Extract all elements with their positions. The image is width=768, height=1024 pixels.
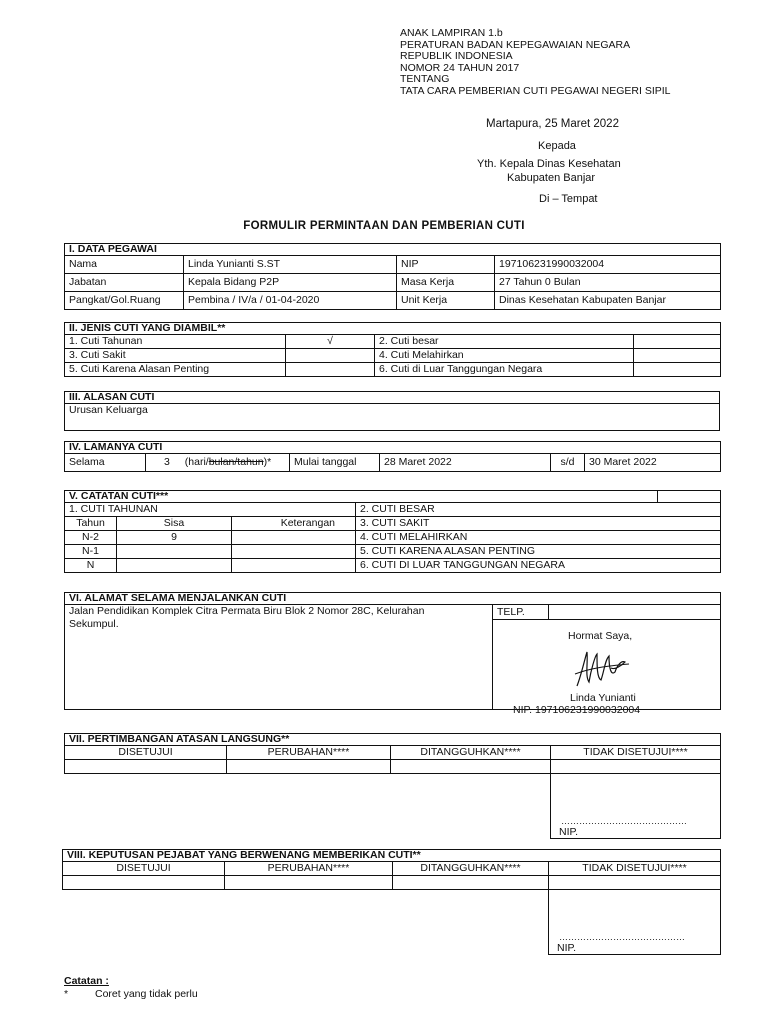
leave-note-item: 3. CUTI SAKIT [356, 517, 721, 531]
recipient-line-2: Kabupaten Banjar [507, 172, 596, 184]
col-sisa: Sisa [117, 517, 232, 531]
leave-address: Jalan Pendidikan Komplek Citra Permata Biru Blok 2 Nomor 28C, Kelurahan Sekumpul. [65, 605, 493, 710]
col-tidak-disetujui: TIDAK DISETUJUI**** [549, 862, 721, 876]
leave-type-check [634, 335, 721, 349]
addressee-label: Kepada [538, 140, 576, 152]
label-mulai-tanggal: Mulai tanggal [290, 454, 380, 472]
section-pertimbangan-atasan [64, 733, 721, 839]
leave-type-item: 2. Cuti besar [375, 335, 634, 349]
header-line: NOMOR 24 TAHUN 2017 [400, 61, 520, 74]
leave-type-item: 6. Cuti di Luar Tanggungan Negara [375, 363, 634, 377]
leave-note-item: 5. CUTI KARENA ALASAN PENTING [356, 545, 721, 559]
col-tahun: Tahun [65, 517, 117, 531]
end-date: 30 Maret 2022 [585, 454, 721, 472]
row-keterangan [232, 545, 356, 559]
col-perubahan: PERUBAHAN**** [227, 746, 391, 760]
leave-note-item: 4. CUTI MELAHIRKAN [356, 531, 721, 545]
supervisor-signature-box [551, 774, 721, 839]
recipient-line-1: Yth. Kepala Dinas Kesehatan [477, 158, 621, 170]
value-nama: Linda Yunianti S.ST [184, 256, 397, 274]
section-jenis-cuti [64, 322, 721, 377]
header-line: TENTANG [400, 73, 450, 85]
form-title: FORMULIR PERMINTAAN DAN PEMBERIAN CUTI [243, 220, 525, 232]
label-masa-kerja: Masa Kerja [397, 274, 495, 292]
section-heading: V. CATATAN CUTI*** [65, 491, 658, 503]
label-sd: s/d [551, 454, 585, 472]
leave-type-item: 3. Cuti Sakit [65, 349, 286, 363]
leave-type-item: 4. Cuti Melahirkan [375, 349, 634, 363]
start-date: 28 Maret 2022 [380, 454, 551, 472]
col-keterangan: Keterangan [232, 517, 356, 531]
row-keterangan [232, 559, 356, 573]
label-jabatan: Jabatan [65, 274, 184, 292]
notes-text: Coret yang tidak perlu [95, 988, 198, 1000]
leave-type-check [634, 349, 721, 363]
signature-dots: …………………………………… [561, 816, 687, 826]
col-ditangguhkan: DITANGGUHKAN**** [391, 746, 551, 760]
section-heading: III. ALASAN CUTI [65, 392, 720, 404]
signature-dots: …………………………………… [559, 932, 685, 942]
leave-type-check [634, 363, 721, 377]
section-heading: IV. LAMANYA CUTI [65, 442, 721, 454]
leave-reason: Urusan Keluarga [65, 404, 720, 431]
signer-nip: NIP. 197106231990032004 [513, 704, 641, 716]
value-nip: 197106231990032004 [495, 256, 721, 274]
header-line: ANAK LAMPIRAN 1.b [400, 27, 503, 39]
notes-star: * [64, 988, 69, 1000]
signer-name: Linda Yunianti [570, 692, 636, 704]
signature-image [571, 646, 631, 690]
label-selama: Selama [65, 454, 146, 472]
col-ditangguhkan: DITANGGUHKAN**** [393, 862, 549, 876]
row-tahun: N-2 [65, 531, 117, 545]
label-nip: NIP [397, 256, 495, 274]
label-telp: TELP. [493, 605, 549, 620]
leave-type-check [286, 363, 375, 377]
row-sisa [117, 559, 232, 573]
section-heading: I. DATA PEGAWAI [65, 244, 721, 256]
label-unit-kerja: Unit Kerja [397, 292, 495, 310]
section-alamat-cuti [64, 592, 721, 716]
col-perubahan: PERUBAHAN**** [225, 862, 393, 876]
section-heading: VIII. KEPUTUSAN PEJABAT YANG BERWENANG MEMBERIKAN CUTI** [63, 850, 721, 862]
col-tidak-disetujui: TIDAK DISETUJUI**** [551, 746, 721, 760]
header-line: TATA CARA PEMBERIAN CUTI PEGAWAI NEGERI SIPIL [400, 84, 671, 97]
leave-type-item: 5. Cuti Karena Alasan Penting [65, 363, 286, 377]
section-catatan-cuti [64, 490, 721, 573]
signature-greeting: Hormat Saya, [568, 630, 633, 642]
section-data-pegawai [64, 243, 721, 310]
section-heading: VI. ALAMAT SELAMA MENJALANKAN CUTI [65, 593, 721, 605]
section-keputusan-pejabat [62, 849, 721, 955]
row-keterangan [232, 531, 356, 545]
recipient-location: Di – Tempat [539, 193, 598, 205]
section-alasan-cuti [64, 391, 720, 431]
notes-title: Catatan : [64, 975, 109, 987]
annual-leave-title: 1. CUTI TAHUNAN [65, 503, 356, 517]
value-masa-kerja: 27 Tahun 0 Bulan [495, 274, 721, 292]
leave-type-check: √ [286, 335, 375, 349]
leave-type-item: 1. Cuti Tahunan [65, 335, 286, 349]
section-heading: II. JENIS CUTI YANG DIAMBIL** [65, 323, 721, 335]
applicant-signature-box [493, 620, 721, 716]
row-tahun: N [65, 559, 117, 573]
duration-value: 3 (hari/bulan/tahun)* [146, 454, 290, 472]
value-jabatan: Kepala Bidang P2P [184, 274, 397, 292]
row-sisa [117, 545, 232, 559]
leave-note-item: 2. CUTI BESAR [356, 503, 721, 517]
leave-type-check [286, 349, 375, 363]
row-sisa: 9 [117, 531, 232, 545]
supervisor-nip: NIP. [559, 826, 579, 838]
place-date: Martapura, 25 Maret 2022 [486, 118, 619, 130]
official-nip: NIP. [557, 942, 577, 954]
telp-value [549, 605, 721, 620]
leave-note-item: 6. CUTI DI LUAR TANGGUNGAN NEGARA [356, 559, 721, 573]
label-pangkat: Pangkat/Gol.Ruang [65, 292, 184, 310]
official-signature-box [549, 890, 721, 955]
row-tahun: N-1 [65, 545, 117, 559]
col-disetujui: DISETUJUI [63, 862, 225, 876]
section-lamanya-cuti [64, 441, 721, 472]
section-heading: VII. PERTIMBANGAN ATASAN LANGSUNG** [65, 734, 721, 746]
value-unit-kerja: Dinas Kesehatan Kabupaten Banjar [495, 292, 721, 310]
regulation-header [400, 28, 671, 97]
header-line: REPUBLIK INDONESIA [400, 50, 513, 62]
label-nama: Nama [65, 256, 184, 274]
value-pangkat: Pembina / IV/a / 01-04-2020 [184, 292, 397, 310]
header-line: PERATURAN BADAN KEPEGAWAIAN NEGARA [400, 38, 631, 51]
col-disetujui: DISETUJUI [65, 746, 227, 760]
